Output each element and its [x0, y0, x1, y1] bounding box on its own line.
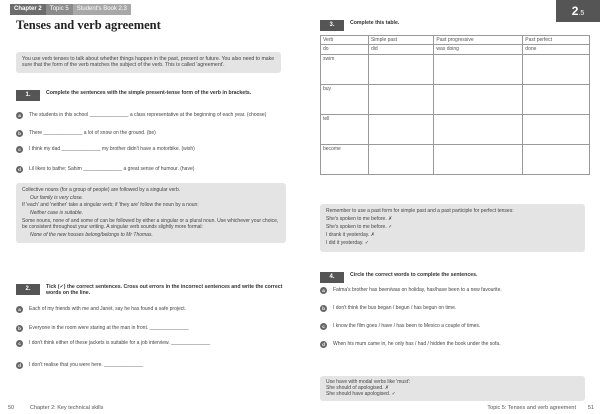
page-number-right: 51 — [587, 405, 594, 411]
question-text: The students in this school ______________ a class representative at the beginning of each year. (choose) — [29, 112, 267, 118]
footer-topic: Topic 5: Tenses and verb agreement — [487, 405, 576, 411]
table-cell: buy — [321, 85, 369, 115]
table-cell: was doing — [434, 45, 523, 55]
section-3-header — [320, 20, 590, 34]
table-row — [321, 55, 590, 85]
footer-chapter: Chapter 2: Key technical skills — [30, 405, 104, 411]
answer-cell[interactable] — [368, 115, 433, 145]
section-3-instruction: Complete this table. — [350, 20, 400, 26]
hint-line: She should of apologised. ✗ — [326, 385, 390, 392]
question-4a — [320, 287, 585, 293]
section-1-header — [16, 90, 286, 104]
hint-line: She should have apologised. ✓ — [326, 391, 396, 398]
question-letter: d — [320, 341, 327, 348]
grammar-rules-box — [16, 183, 286, 243]
answer-cell[interactable] — [434, 145, 523, 175]
table-row — [321, 45, 590, 55]
book-label: Student's Book 2.3 — [73, 4, 131, 15]
verb-tense-table — [320, 35, 590, 175]
column-header: Past perfect — [523, 36, 590, 45]
question-text: There ______________ a lot of snow on the ground. (be) — [29, 130, 156, 136]
question-text: Everyone in the room were staring at the man in front. ______________ — [29, 325, 189, 331]
question-letter: c — [320, 323, 327, 330]
question-1b — [16, 130, 281, 136]
section-2-number: 2. — [16, 284, 40, 295]
rule-line: If 'each' and 'neither' take a singular verb; if 'they are' follow the noun by a noun: — [22, 202, 199, 209]
answer-cell[interactable] — [368, 55, 433, 85]
question-text: I know the film goes / have / has been to Mexico a couple of times. — [333, 323, 481, 329]
column-header: Simple past — [368, 36, 433, 45]
table-cell: do — [321, 45, 369, 55]
page-title: Tenses and verb agreement — [16, 18, 161, 32]
section-4-number: 4. — [320, 272, 344, 283]
answer-cell[interactable] — [434, 55, 523, 85]
table-header-row — [321, 36, 590, 45]
table-cell: become — [321, 145, 369, 175]
topic-label: Topic 5 — [46, 4, 73, 15]
answer-cell[interactable] — [434, 85, 523, 115]
section-4-instruction: Circle the correct words to complete the sentences. — [350, 272, 478, 278]
question-text: I don't realise that you were here. ______________ — [29, 362, 144, 368]
question-4d — [320, 341, 585, 347]
question-text: Each of my friends with me and Janet, say he has found a safe project. — [29, 306, 187, 312]
question-2a — [16, 306, 281, 312]
table-cell: done — [523, 45, 590, 55]
rule-example: Neither case is suitable. — [30, 210, 84, 217]
table-row — [321, 85, 590, 115]
remember-line: She's spoken to me before. ✗ — [326, 215, 393, 222]
chapter-tab — [10, 4, 131, 15]
column-header: Verb — [321, 36, 369, 45]
answer-cell[interactable] — [434, 115, 523, 145]
table-row — [321, 145, 590, 175]
question-letter: d — [16, 166, 23, 173]
table-row — [321, 115, 590, 145]
remember-box — [320, 204, 585, 252]
remember-line: Remember to use a past form for simple past and a past participle for perfect tenses: — [326, 208, 514, 214]
question-text: I don't think the bus began / begun / has begun on time. — [333, 305, 457, 311]
remember-line: I did it yesterday. ✓ — [326, 239, 370, 246]
section-2-instruction: Tick (✓) the correct sentences. Cross out errors in the incorrect sentences and write the correct words on the line. — [46, 284, 283, 297]
question-letter: c — [16, 146, 23, 153]
table-cell: tell — [321, 115, 369, 145]
answer-cell[interactable] — [368, 145, 433, 175]
answer-cell[interactable] — [523, 115, 590, 145]
question-letter: c — [16, 340, 23, 347]
corner-sub: .5 — [578, 10, 585, 17]
question-letter: b — [320, 305, 327, 312]
answer-cell[interactable] — [523, 85, 590, 115]
section-4-header — [320, 272, 590, 286]
remember-line: She's spoken to me before. ✓ — [326, 223, 393, 230]
modal-verb-hint-box — [320, 376, 585, 401]
answer-cell[interactable] — [523, 55, 590, 85]
section-1-instruction: Complete the sentences with the simple present-tense form of the verb in brackets. — [46, 90, 252, 96]
question-letter: a — [320, 287, 327, 294]
table-cell: did — [368, 45, 433, 55]
answer-cell[interactable] — [368, 85, 433, 115]
rule-example: Our family is very close. — [30, 194, 84, 201]
question-text: When his mum came in, he only has / had / hidden the book under the sofa. — [333, 341, 501, 347]
corner-number: 2 — [571, 4, 579, 18]
question-text: I think my dad ______________ my brother didn't have a motorbike. (wish) — [29, 146, 195, 152]
question-text: Lil likes to bathe; Sahim ______________ a great sense of humour. (have) — [29, 166, 195, 172]
section-corner-badge — [556, 0, 600, 22]
right-page — [300, 0, 600, 414]
hint-line: Use have with modal verbs like 'must': — [326, 379, 411, 385]
page-number-left: 50 — [8, 405, 15, 411]
question-text: I don't think either of these jackets is suitable for a job interview. ______________ — [29, 340, 211, 346]
rule-line: Collective nouns (for a group of people) are followed by a singular verb. — [22, 187, 181, 193]
question-1a — [16, 112, 281, 118]
question-4c — [320, 323, 585, 329]
rule-example: None of the new houses belong/belongs to Mr Thomas. — [30, 231, 153, 238]
question-2d — [16, 362, 281, 368]
section-1-number: 1. — [16, 90, 40, 101]
rule-line: Some nouns, none of and some of can be followed by either a singular or a plural noun. Use whichever your choice, be consistent throughout your writing. A singular verb sounds slightly more formal: — [22, 217, 279, 231]
question-text: Fatma's brother has been/was on holiday, has/have been to a new favourite. — [333, 287, 502, 293]
question-1d — [16, 166, 281, 172]
question-2b — [16, 325, 281, 331]
section-2-header — [16, 284, 286, 298]
answer-cell[interactable] — [523, 145, 590, 175]
question-2c — [16, 340, 281, 346]
question-letter: d — [16, 362, 23, 369]
question-1c — [16, 146, 281, 152]
section-3-number: 3. — [320, 20, 344, 31]
question-4b — [320, 305, 585, 311]
chapter-label: Chapter 2 — [10, 4, 46, 15]
intro-box: You use verb tenses to talk about whether things happen in the past, present or future. You also need to make sure that the form of the verb matches the subject of the verb. This is called 'agreement'. — [16, 52, 281, 73]
column-header: Past progressive — [434, 36, 523, 45]
table-cell: swim — [321, 55, 369, 85]
question-letter: a — [16, 112, 23, 119]
question-letter: b — [16, 130, 23, 137]
remember-line: I drank it yesterday. ✗ — [326, 231, 375, 238]
question-letter: a — [16, 306, 23, 313]
question-letter: b — [16, 325, 23, 332]
